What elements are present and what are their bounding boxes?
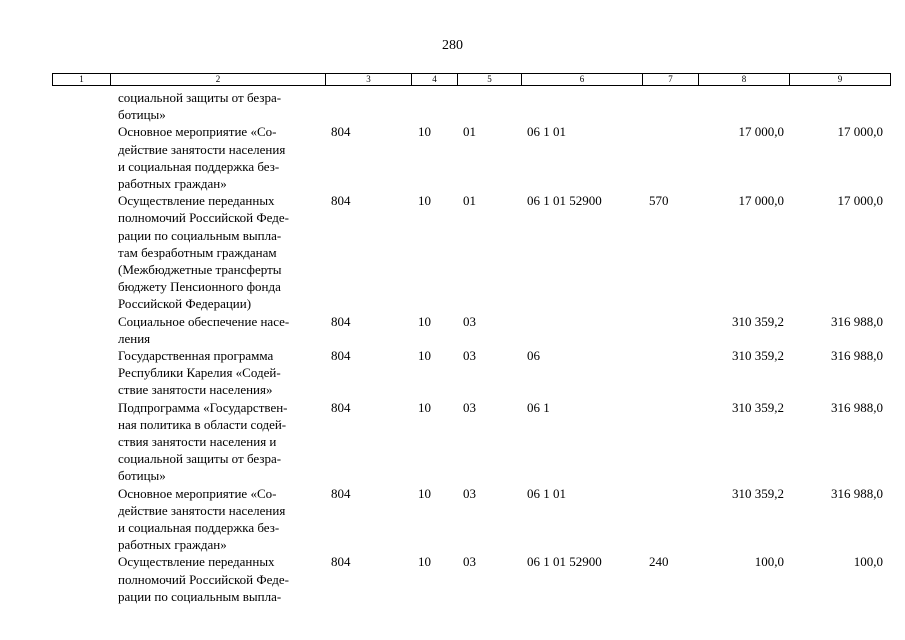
table-row <box>0 313 905 347</box>
header-col-3: 3 <box>326 74 412 86</box>
row-amount-year-2: 316 988,0 <box>831 313 883 329</box>
header-col-1: 1 <box>53 74 111 86</box>
row-name-line: Осуществление переданных <box>118 193 275 209</box>
row-amount-year-2: 316 988,0 <box>831 399 883 415</box>
header-col-4: 4 <box>412 74 458 86</box>
column-number-header <box>52 73 891 86</box>
row-name-line: ботицы» <box>118 107 166 123</box>
header-col-9: 9 <box>790 74 891 86</box>
row-name <box>118 399 318 485</box>
row-name-line: рации по социальным выпла- <box>118 227 282 243</box>
row-code-ministry: 804 <box>331 193 351 209</box>
row-name-line: Подпрограмма «Государствен- <box>118 399 288 415</box>
row-name-line: действие занятости населения <box>118 141 286 157</box>
row-code-subsection: 03 <box>463 313 476 329</box>
row-name-line: и социальная поддержка без- <box>118 158 280 174</box>
table-row <box>0 485 905 554</box>
row-name-line: Государственная программа <box>118 348 274 364</box>
row-code-subsection: 01 <box>463 193 476 209</box>
table-row <box>0 347 905 399</box>
row-code-subsection: 01 <box>463 124 476 140</box>
row-name <box>118 485 318 554</box>
row-name-line: и социальная поддержка без- <box>118 520 280 536</box>
page-number: 280 <box>442 38 463 53</box>
header-col-5: 5 <box>458 74 522 86</box>
header-col-2: 2 <box>111 74 326 86</box>
header-col-6: 6 <box>522 74 643 86</box>
row-code-section: 10 <box>418 124 431 140</box>
row-code-target-article: 06 1 01 52900 <box>527 193 602 209</box>
row-name-line: ствие занятости населения» <box>118 382 273 398</box>
row-code-ministry: 804 <box>331 485 351 501</box>
row-amount-year-1: 310 359,2 <box>732 348 784 364</box>
row-amount-year-1: 17 000,0 <box>738 124 784 140</box>
row-code-expense-type: 570 <box>649 193 669 209</box>
header-col-7: 7 <box>643 74 699 86</box>
budget-table-body <box>0 89 905 605</box>
row-name-line: социальной защиты от безра- <box>118 451 282 467</box>
row-name <box>118 123 318 192</box>
row-code-ministry: 804 <box>331 399 351 415</box>
row-name <box>118 89 318 123</box>
row-name-line: там безработным гражданам <box>118 244 277 260</box>
row-code-subsection: 03 <box>463 348 476 364</box>
table-row <box>0 399 905 485</box>
row-name-line: работных граждан» <box>118 176 227 192</box>
row-code-section: 10 <box>418 554 431 570</box>
row-name <box>118 553 318 605</box>
row-code-section: 10 <box>418 348 431 364</box>
row-name-line: Российской Федерации) <box>118 296 252 312</box>
row-code-target-article: 06 1 01 52900 <box>527 554 602 570</box>
row-name-line: ления <box>118 330 151 346</box>
row-amount-year-1: 17 000,0 <box>738 193 784 209</box>
row-code-ministry: 804 <box>331 313 351 329</box>
row-code-ministry: 804 <box>331 554 351 570</box>
row-name-line: рации по социальным выпла- <box>118 588 282 604</box>
row-amount-year-2: 316 988,0 <box>831 485 883 501</box>
row-code-target-article: 06 1 01 <box>527 485 566 501</box>
row-amount-year-1: 310 359,2 <box>732 399 784 415</box>
row-amount-year-1: 310 359,2 <box>732 485 784 501</box>
row-code-section: 10 <box>418 485 431 501</box>
row-name-line: Осуществление переданных <box>118 554 275 570</box>
row-name <box>118 192 318 312</box>
row-code-section: 10 <box>418 193 431 209</box>
row-code-ministry: 804 <box>331 124 351 140</box>
row-code-ministry: 804 <box>331 348 351 364</box>
row-amount-year-1: 100,0 <box>754 554 784 570</box>
table-row <box>0 123 905 192</box>
table-row <box>0 89 905 123</box>
row-name-line: ная политика в области содей- <box>118 416 287 432</box>
table-row <box>0 553 905 605</box>
row-name-line: Основное мероприятие «Со- <box>118 124 277 140</box>
row-name-line: бюджету Пенсионного фонда <box>118 279 281 295</box>
row-code-target-article: 06 1 01 <box>527 124 566 140</box>
row-code-section: 10 <box>418 313 431 329</box>
row-name-line: социальной защиты от безра- <box>118 90 282 105</box>
row-name-line: полномочий Российской Феде- <box>118 571 289 587</box>
row-name-line: ствия занятости населения и <box>118 434 277 450</box>
table-row <box>0 192 905 312</box>
row-name-line: ботицы» <box>118 468 166 484</box>
row-amount-year-2: 316 988,0 <box>831 348 883 364</box>
row-code-target-article: 06 1 <box>527 399 550 415</box>
row-code-expense-type: 240 <box>649 554 669 570</box>
row-name-line: полномочий Российской Феде- <box>118 210 289 226</box>
row-name-line: действие занятости населения <box>118 502 286 518</box>
row-code-target-article: 06 <box>527 348 540 364</box>
row-name-line: (Межбюджетные трансферты <box>118 262 282 278</box>
row-name-line: Республики Карелия «Содей- <box>118 365 281 381</box>
row-name <box>118 347 318 399</box>
row-amount-year-1: 310 359,2 <box>732 313 784 329</box>
row-code-section: 10 <box>418 399 431 415</box>
row-amount-year-2: 17 000,0 <box>837 124 883 140</box>
header-col-8: 8 <box>699 74 790 86</box>
row-amount-year-2: 100,0 <box>853 554 883 570</box>
row-code-subsection: 03 <box>463 399 476 415</box>
row-name-line: Основное мероприятие «Со- <box>118 485 277 501</box>
row-code-subsection: 03 <box>463 485 476 501</box>
row-code-subsection: 03 <box>463 554 476 570</box>
row-name-line: Социальное обеспечение насе- <box>118 313 290 329</box>
row-amount-year-2: 17 000,0 <box>837 193 883 209</box>
row-name <box>118 313 318 347</box>
row-name-line: работных граждан» <box>118 537 227 553</box>
